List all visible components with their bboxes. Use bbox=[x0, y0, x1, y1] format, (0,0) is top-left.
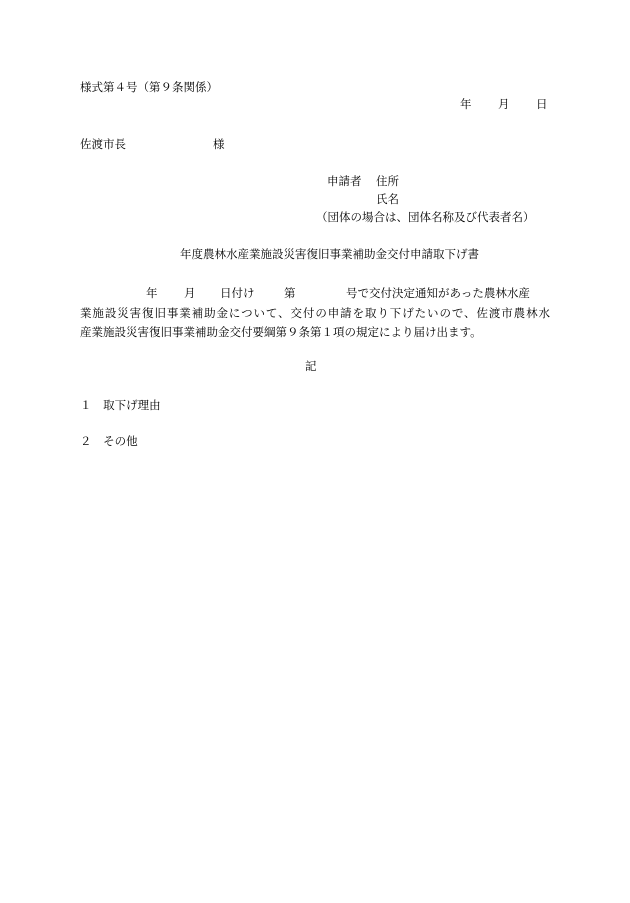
date-day: 日 bbox=[536, 97, 548, 111]
applicant-name-label: 氏名 bbox=[376, 192, 399, 206]
date-year: 年 bbox=[460, 97, 472, 111]
date-month: 月 bbox=[498, 97, 510, 111]
item-2-label: その他 bbox=[103, 434, 138, 448]
body-day-suffix: 日付け bbox=[220, 286, 255, 300]
item-1-label: 取下げ理由 bbox=[103, 398, 161, 412]
body-year: 年 bbox=[146, 286, 158, 300]
addressee-name: 佐渡市長 bbox=[80, 137, 126, 151]
body-line-2: 業施設災害復旧事業補助金について、交付の申請を取り下げたいので、佐渡市農林水 bbox=[80, 305, 550, 320]
item-1 bbox=[80, 400, 161, 412]
document-title: 年度農林水産業施設災害復旧事業補助金交付申請取下げ書 bbox=[180, 247, 479, 261]
item-2-number: ２ bbox=[80, 434, 92, 448]
body-number-prefix: 第 bbox=[284, 286, 296, 300]
addressee-honorific: 様 bbox=[213, 137, 225, 151]
item-2 bbox=[80, 436, 138, 448]
applicant-address-label: 住所 bbox=[376, 174, 399, 188]
applicant-label: 申請者 bbox=[327, 174, 362, 188]
body-line-3: 産業施設災害復旧事業補助金交付要綱第９条第１項の規定により届け出ます。 bbox=[80, 325, 482, 339]
item-1-number: １ bbox=[80, 398, 92, 412]
body-first-line-rest: 号で交付決定通知があった農林水産 bbox=[346, 286, 530, 300]
applicant-note: （団体の場合は、団体名称及び代表者名） bbox=[316, 210, 535, 224]
body-month: 月 bbox=[184, 286, 196, 300]
ki-heading: 記 bbox=[305, 359, 317, 373]
body-paragraph bbox=[80, 284, 550, 343]
form-number: 様式第４号（第９条関係） bbox=[80, 80, 218, 94]
body-line-1 bbox=[80, 284, 550, 304]
